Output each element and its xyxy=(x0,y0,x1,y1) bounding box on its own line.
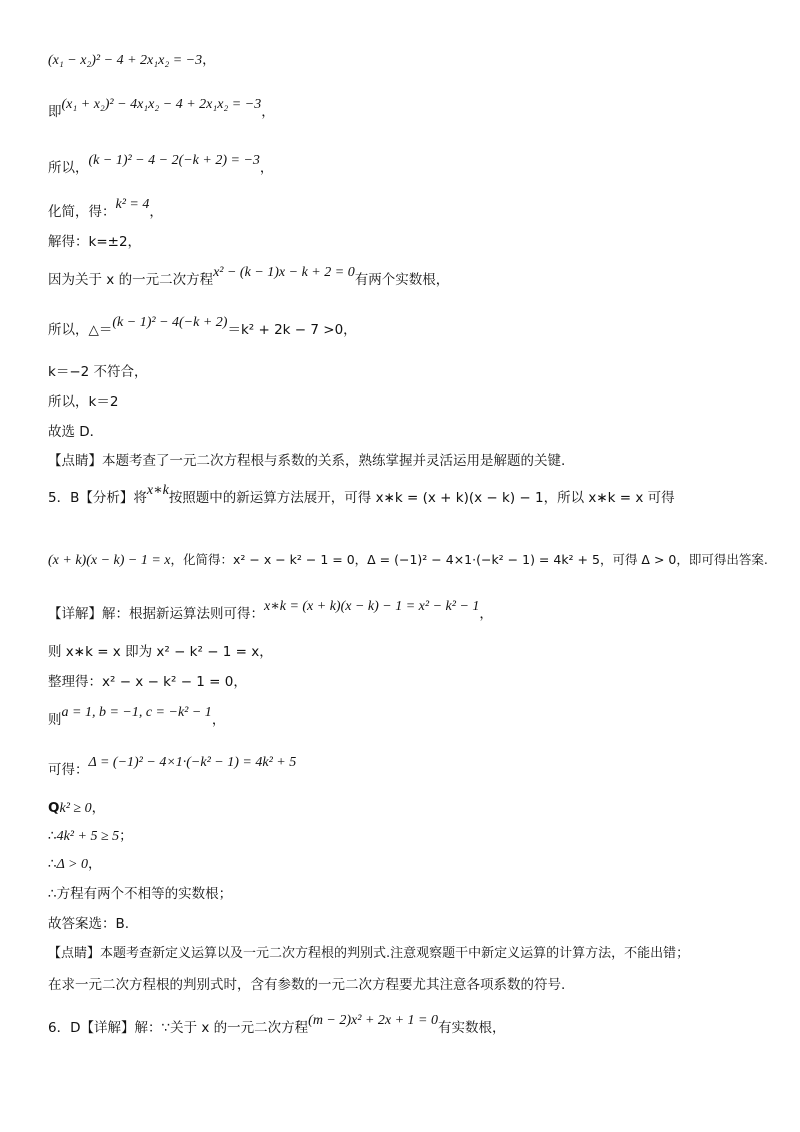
line-11: 【点睛】本题考查了一元二次方程根与系数的关系，熟练掌握并灵活运用是解题的关键. xyxy=(48,453,566,469)
line-25: 在求一元二次方程根的判别式时，含有参数的一元二次方程要尤其注意各项系数的符号. xyxy=(48,977,566,993)
line-17: 则a = 1, b = −1, c = −k² − 1， xyxy=(48,705,226,728)
line-4: 化简，得：k² = 4， xyxy=(48,197,163,220)
line-20: ∴4k² + 5 ≥ 5； xyxy=(48,828,133,844)
line-16: 整理得：x² − x − k² − 1 = 0， xyxy=(48,674,247,690)
line-3: 所以，(k − 1)² − 4 − 2(−k + 2) = −3， xyxy=(48,153,274,176)
line-22: ∴方程有两个不相等的实数根； xyxy=(48,886,233,902)
line-2: 即(x₁ + x₂)² − 4x₁x₂ − 4 + 2x₁x₂ = −3， xyxy=(48,97,275,120)
line-12: 5．B【分析】将x∗k按照题中的新运算方法展开，可得 x∗k = (x + k)(x − k) − 1，所以 x∗k = x 可得 xyxy=(48,483,675,506)
line-1: (x₁ − x₂)² − 4 + 2x₁x₂ = −3， xyxy=(48,52,216,68)
line-14: 【详解】解：根据新运算法则可得：x∗k = (x + k)(x − k) − 1 = x² − k² − 1， xyxy=(48,599,493,622)
line-18: 可得：Δ = (−1)² − 4×1·(−k² − 1) = 4k² + 5 xyxy=(48,755,297,778)
line-10: 故选 D． xyxy=(48,424,104,440)
line-13: (x + k)(x − k) − 1 = x，化简得：x² − x − k² − 1 = 0，Δ = (−1)² − 4×1·(−k² − 1) = 4k² + 5，可得 Δ > 0，即可得出答案. xyxy=(48,552,768,568)
line-6: 因为关于 x 的一元二次方程x² − (k − 1)x − k + 2 = 0有两个实数根， xyxy=(48,265,450,288)
line-9: 所以，k＝2 xyxy=(48,394,119,410)
line-21: ∴Δ > 0， xyxy=(48,856,102,872)
line-5: 解得：k=±2， xyxy=(48,234,142,250)
line-24: 【点睛】本题考查新定义运算以及一元二次方程根的判别式.注意观察题干中新定义运算的计算方法，不能出错； xyxy=(48,946,690,961)
line-8: k＝−2 不符合， xyxy=(48,364,148,380)
line-23: 故答案选：B. xyxy=(48,916,130,932)
line-26: 6．D【详解】解：∵关于 x 的一元二次方程(m − 2)x² + 2x + 1 = 0有实数根， xyxy=(48,1013,506,1036)
line-7: 所以，△＝(k − 1)² − 4(−k + 2)＝k² + 2k − 7 >0， xyxy=(48,315,357,338)
line-19: Qk² ≥ 0， xyxy=(48,800,106,816)
line-15: 则 x∗k = x 即为 x² − k² − 1 = x， xyxy=(48,644,273,660)
